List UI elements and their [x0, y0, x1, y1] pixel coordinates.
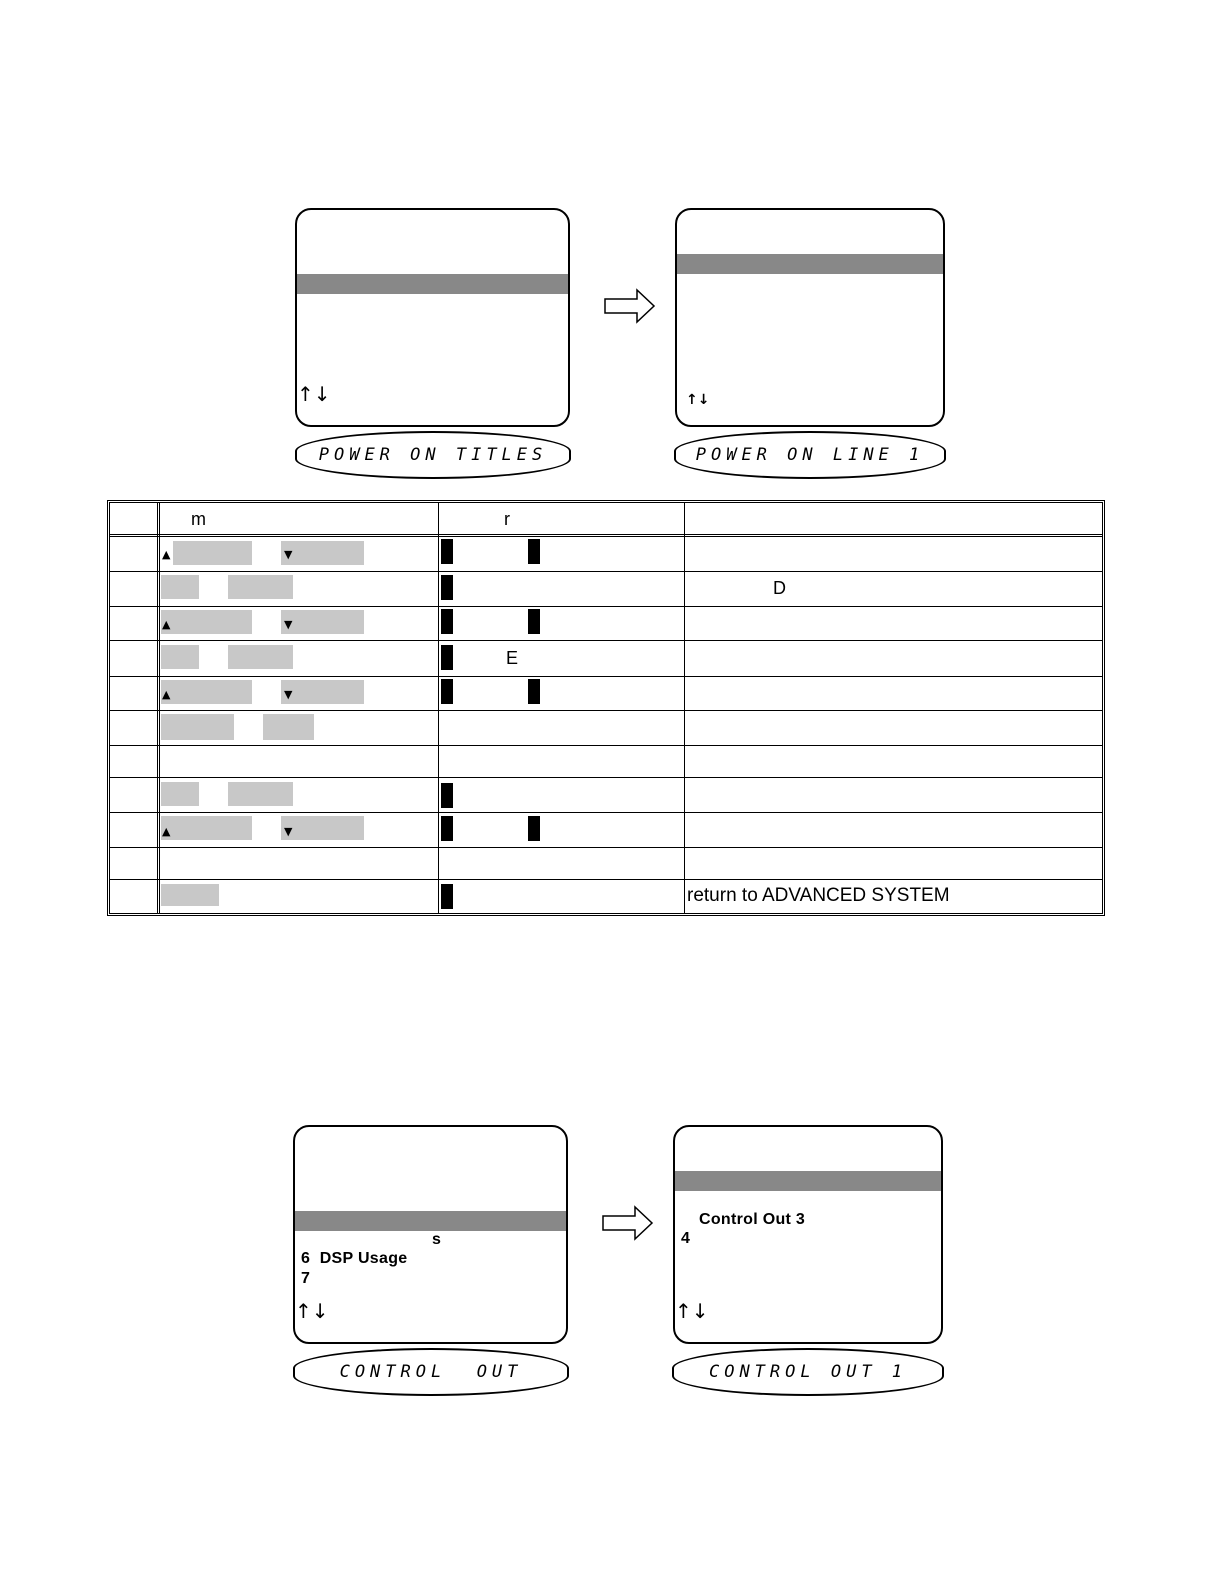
remote-key-icon	[441, 609, 453, 634]
up-down-arrows-icon: ↑↓	[297, 382, 331, 406]
remote-key-icon	[441, 539, 453, 564]
remote-key-icon	[441, 645, 453, 670]
menu-line: 7	[301, 1270, 311, 1287]
row-note: return to ADVANCED SYSTEM	[687, 885, 950, 906]
down-triangle-icon: ▼	[284, 688, 293, 701]
front-panel-display	[295, 431, 571, 479]
remote-key-icon	[441, 816, 453, 841]
down-button[interactable]	[281, 610, 364, 634]
right-arrow-icon	[603, 288, 657, 324]
front-panel-display	[672, 1348, 944, 1396]
display-text: CONTROL OUT	[339, 1362, 523, 1382]
key-button[interactable]	[161, 884, 219, 906]
down-button[interactable]	[281, 541, 364, 565]
remote-key-icon	[441, 783, 453, 808]
key-button[interactable]	[228, 645, 293, 669]
osd-screen-control-out-1	[673, 1125, 943, 1344]
table-header-col1: m	[191, 509, 206, 529]
display-text: POWER ON LINE 1	[695, 445, 925, 465]
remote-key-icon	[441, 575, 453, 600]
up-button-shade	[173, 541, 252, 565]
up-button[interactable]	[161, 680, 252, 704]
up-down-arrows-icon: ↑↓	[675, 1299, 709, 1323]
row-note: D	[773, 578, 786, 598]
key-button[interactable]	[228, 575, 293, 599]
front-panel-display	[674, 431, 946, 479]
display-text: CONTROL OUT 1	[708, 1362, 908, 1382]
menu-line: 6 DSP Usage	[301, 1250, 408, 1267]
table-header-col2: r	[504, 509, 510, 529]
menu-line: Control Out 3	[699, 1211, 806, 1228]
key-button[interactable]	[263, 714, 314, 740]
remote-key-icon	[528, 816, 540, 841]
menu-line: s	[432, 1231, 442, 1248]
down-triangle-icon: ▼	[284, 548, 293, 561]
osd-screen-control-out	[293, 1125, 568, 1344]
down-button[interactable]	[281, 816, 364, 840]
remote-key-icon	[528, 609, 540, 634]
highlight-bar	[297, 274, 568, 294]
key-button[interactable]	[161, 782, 199, 806]
up-down-arrows-icon: ↑↓	[686, 392, 710, 408]
remote-key-icon	[441, 884, 453, 909]
highlight-bar	[677, 254, 943, 274]
menu-line: 4	[681, 1230, 691, 1247]
up-button[interactable]	[161, 816, 252, 840]
key-button[interactable]	[161, 575, 199, 599]
osd-screen-power-on-titles	[295, 208, 570, 427]
down-triangle-icon: ▼	[284, 618, 293, 631]
remote-key-icon	[528, 679, 540, 704]
down-button[interactable]	[281, 680, 364, 704]
remote-key-icon	[528, 539, 540, 564]
key-button[interactable]	[228, 782, 293, 806]
key-button[interactable]	[161, 714, 234, 740]
right-arrow-icon	[601, 1205, 655, 1241]
row-note: E	[506, 648, 519, 668]
instruction-table	[107, 500, 1105, 916]
up-button[interactable]	[161, 610, 252, 634]
highlight-bar	[675, 1171, 941, 1191]
key-button[interactable]	[161, 645, 199, 669]
down-triangle-icon: ▼	[284, 825, 293, 838]
osd-screen-power-on-line-1	[675, 208, 945, 427]
up-down-arrows-icon: ↑↓	[295, 1299, 329, 1323]
display-text: POWER ON TITLES	[318, 445, 548, 465]
up-triangle-icon: ▲	[162, 548, 171, 561]
remote-key-icon	[441, 679, 453, 704]
up-triangle-icon: ▲	[162, 825, 171, 838]
up-triangle-icon: ▲	[162, 688, 171, 701]
up-triangle-icon: ▲	[162, 618, 171, 631]
front-panel-display	[293, 1348, 569, 1396]
highlight-bar	[295, 1211, 566, 1231]
